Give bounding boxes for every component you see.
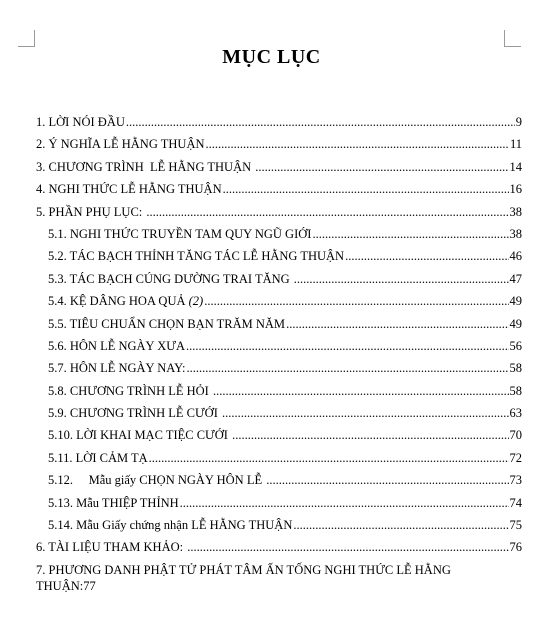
toc-page-number: 38 — [509, 204, 522, 219]
toc-entry-5-7[interactable] — [36, 360, 522, 382]
toc-entry-text: 5.3. TÁC BẠCH CÚNG DƯỜNG TRAI TĂNG — [48, 271, 293, 286]
dot-leader — [286, 316, 508, 332]
toc-page-number: 11 — [509, 137, 522, 152]
toc-entry-text: 5.2. TÁC BẠCH THỈNH TĂNG TÁC LỄ HẰNG THUẬN — [48, 249, 345, 264]
toc-entry-text: 5.12. Mẫu giấy CHỌN NGÀY HÔN LỄ — [48, 473, 266, 488]
toc-page-number: 16 — [509, 182, 522, 197]
toc-entry-text: 5.6. HÔN LỄ NGÀY XƯA — [48, 338, 185, 353]
toc-entry-5-14[interactable] — [36, 517, 522, 539]
toc-entry-2[interactable] — [36, 136, 522, 158]
toc-entry-5-13[interactable] — [36, 495, 522, 517]
toc-entry-3[interactable] — [36, 159, 522, 181]
dot-leader — [126, 114, 515, 130]
toc-page-number: 49 — [509, 294, 522, 309]
toc-entry-text: 5.4. KỆ DÂNG HOA QUẢ — [48, 294, 189, 309]
toc-entry-text: 2. Ý NGHĨA LỄ HẰNG THUẬN — [36, 137, 205, 152]
toc-entry-text: 5.13. Mẫu THIỆP THỈNH — [48, 495, 179, 510]
dot-leader — [186, 338, 509, 354]
dot-leader — [180, 495, 509, 511]
toc-page-number: 49 — [509, 316, 522, 331]
toc-entry-text-line2: THUẬN: — [36, 578, 84, 593]
toc-entry-5-2[interactable] — [36, 248, 522, 270]
toc-entry-5-1[interactable] — [36, 226, 522, 248]
toc-entry-5-8[interactable] — [36, 383, 522, 405]
toc-entry-5-3[interactable] — [36, 271, 522, 293]
toc-entry-5-10[interactable] — [36, 427, 522, 449]
dot-leader — [294, 271, 509, 287]
toc-entry-text: 5.10. LỜI KHAI MẠC TIỆC CƯỚI — [48, 428, 232, 443]
toc-entry-text-line1: 7. PHƯƠNG DANH PHẬT TỬ PHÁT TÂM ẤN TỐNG NGHI THỨC LỄ HẰNG — [36, 562, 451, 577]
dot-leader — [206, 136, 509, 152]
toc-page-number: 9 — [515, 115, 522, 129]
dot-leader — [187, 539, 508, 555]
toc-page-number: 38 — [509, 226, 522, 241]
toc-entry-5-6[interactable] — [36, 338, 522, 360]
toc-entry-1[interactable] — [36, 114, 522, 136]
toc-entry-text: 5.1. NGHI THỨC TRUYỀN TAM QUY NGŨ GIỚI — [48, 226, 312, 241]
toc-page-number: 58 — [509, 383, 522, 398]
dot-leader — [232, 427, 508, 443]
crop-mark-top-right — [504, 30, 521, 47]
crop-mark-top-left — [18, 30, 35, 47]
toc-page-number: 47 — [509, 271, 522, 286]
table-of-contents — [36, 114, 522, 594]
dot-leader — [345, 248, 508, 264]
toc-entry-6[interactable] — [36, 539, 522, 561]
dot-leader — [293, 517, 508, 533]
toc-page-number: 72 — [509, 450, 522, 465]
page-title: MỤC LỤC — [222, 46, 321, 68]
toc-entry-5-5[interactable] — [36, 316, 522, 338]
toc-entry-4[interactable] — [36, 181, 522, 203]
dot-leader — [266, 472, 508, 488]
toc-entry-text: 4. NGHI THỨC LỄ HẰNG THUẬN — [36, 182, 222, 197]
toc-entry-7[interactable] — [36, 562, 522, 594]
toc-entry-text: 5.5. TIÊU CHUẨN CHỌN BẠN TRĂM NĂM — [48, 316, 286, 331]
toc-entry-text: 5.14. Mẫu Giấy chứng nhận LỄ HẰNG THUẬN — [48, 518, 293, 533]
toc-page-number: 63 — [509, 406, 522, 421]
toc-page-number: 14 — [509, 159, 522, 174]
toc-page-number: 70 — [509, 428, 522, 443]
dot-leader — [222, 405, 509, 421]
dot-leader — [213, 383, 509, 399]
toc-page-number: 77 — [83, 578, 96, 593]
dot-leader — [187, 360, 509, 376]
toc-entry-text: 5.9. CHƯƠNG TRÌNH LỄ CƯỚI — [48, 406, 221, 421]
toc-entry-footnote-mark: (2) — [188, 294, 204, 309]
toc-page-number: 58 — [509, 361, 522, 376]
toc-page-number: 73 — [509, 473, 522, 488]
dot-leader — [312, 226, 508, 242]
toc-entry-text: 1. LỜI NÓI ĐẦU — [36, 115, 125, 129]
toc-entry-text: 5.7. HÔN LỄ NGÀY NAY: — [48, 361, 186, 376]
toc-page-number: 46 — [509, 249, 522, 264]
dot-leader — [204, 293, 508, 309]
toc-entry-text: 5. PHẦN PHỤ LỤC: — [36, 204, 146, 219]
dot-leader — [146, 204, 508, 220]
toc-entry-5-11[interactable] — [36, 450, 522, 472]
toc-entry-5-4[interactable] — [36, 293, 522, 315]
toc-entry-text: 3. CHƯƠNG TRÌNH LỄ HẰNG THUẬN — [36, 159, 255, 174]
dot-leader — [149, 450, 509, 466]
toc-entry-5-12[interactable] — [36, 472, 522, 494]
toc-entry-text: 6. TÀI LIỆU THAM KHẢO: — [36, 540, 187, 555]
toc-page-number: 75 — [509, 518, 522, 533]
toc-entry-text: 5.8. CHƯƠNG TRÌNH LỄ HỎI — [48, 383, 212, 398]
dot-leader — [223, 181, 509, 197]
toc-page-number: 74 — [509, 495, 522, 510]
dot-leader — [255, 159, 508, 175]
toc-entry-text: 5.11. LỜI CẢM TẠ — [48, 450, 148, 465]
toc-entry-5[interactable] — [36, 204, 522, 226]
toc-page-number: 56 — [509, 338, 522, 353]
toc-page-number: 76 — [509, 540, 522, 555]
toc-entry-5-9[interactable] — [36, 405, 522, 427]
